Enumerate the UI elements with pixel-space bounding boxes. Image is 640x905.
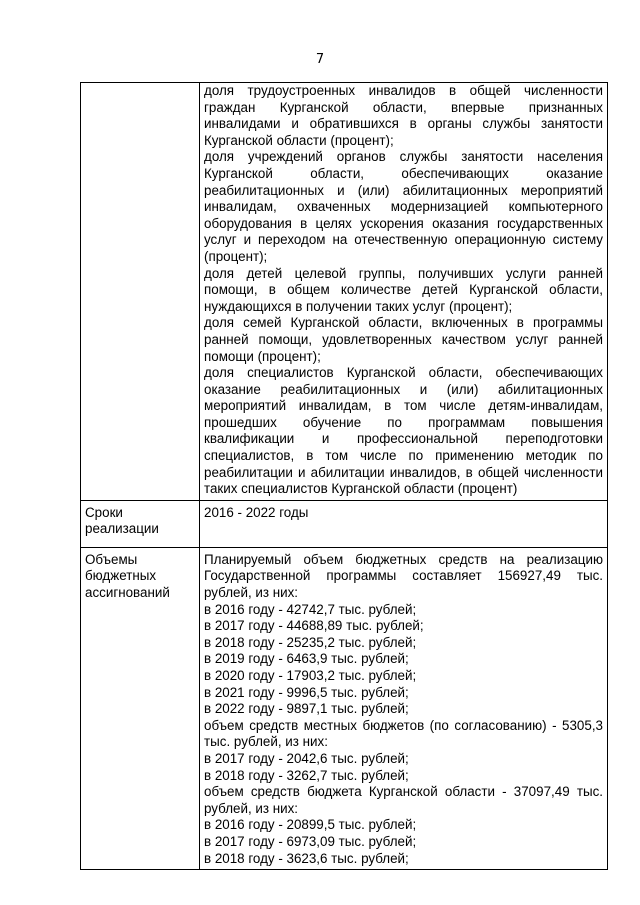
table-row-timeline xyxy=(81,500,608,547)
text-line: доля семей Курганской области, включенных в программы xyxy=(204,315,603,331)
text-line: в 2018 году - 25235,2 тыс. рублей; xyxy=(204,634,417,650)
text-line: реабилитации и абилитации инвалидов, в общей численности xyxy=(204,464,603,480)
text-line: объем средств бюджета Курганской области - 37097,49 тыс. xyxy=(204,784,603,800)
text-line: ранней помощи, удовлетворенных качеством услуг ранней xyxy=(204,331,603,347)
timeline-label-cell xyxy=(81,500,200,547)
table-row-indicators xyxy=(81,83,608,501)
row-label-line: Сроки xyxy=(85,504,123,520)
text-line: оказание реабилитационных и (или) абилитационных xyxy=(204,381,603,397)
text-line: в 2020 году - 17903,2 тыс. рублей; xyxy=(204,668,417,683)
text-line: специалистов, в том числе по применению методик по xyxy=(204,448,603,464)
text-line: реабилитационных и (или) абилитационных мероприятий xyxy=(204,182,603,198)
text-line: доля трудоустроенных инвалидов в общей численности xyxy=(204,83,603,98)
budget-label-cell xyxy=(81,547,200,869)
passport-table xyxy=(80,82,608,870)
text-line: Государственной программы составляет 156927,49 тыс. xyxy=(204,568,603,584)
text-line: в 2016 году - 20899,5 тыс. рублей; xyxy=(204,817,417,833)
text-line: таких специалистов Курганской области (процент) xyxy=(204,481,518,497)
text-line: Планируемый объем бюджетных средств на реализацию xyxy=(204,551,603,567)
text-line: услуг и переходом на отечественную операционную систему xyxy=(204,232,603,248)
text-line: помощи, в общем количестве детей Курганской области, xyxy=(204,282,603,298)
timeline-value-cell xyxy=(200,500,608,547)
text-line: мероприятий инвалидам, в том числе детям-инвалидам, xyxy=(204,398,603,414)
text-line: оборудования в целях ускорения оказания государственных xyxy=(204,215,603,231)
text-line: в 2021 году - 9996,5 тыс. рублей; xyxy=(204,684,409,700)
row-label-line: бюджетных xyxy=(85,568,157,584)
row-label-line: ассигнований xyxy=(85,585,170,601)
budget-value-cell xyxy=(200,547,608,869)
text-line: доля учреждений органов службы занятости населения xyxy=(204,149,603,165)
row-label-line: Объемы xyxy=(85,551,138,567)
text-line: помощи (процент); xyxy=(204,348,321,364)
text-line: (процент); xyxy=(204,248,268,264)
text-line: доля детей целевой группы, получивших услуги ранней xyxy=(204,265,603,281)
table-row-budget xyxy=(81,547,608,869)
text-line: в 2016 году - 42742,7 тыс. рублей; xyxy=(204,601,417,617)
text-line: граждан Курганской области, впервые признанных xyxy=(204,99,603,115)
row-label-line: реализации xyxy=(85,521,159,537)
text-line: доля специалистов Курганской области, обеспечивающих xyxy=(204,365,603,381)
text-line: инвалидами и обратившихся в органы службы занятости xyxy=(204,116,603,132)
page-number: 7 xyxy=(315,52,325,67)
text-line: Курганской области, обеспечивающих оказание xyxy=(204,165,603,181)
text-line: в 2022 году - 9897,1 тыс. рублей; xyxy=(204,701,409,717)
text-line: инвалидам, охваченных модернизацией компьютерного xyxy=(204,199,603,215)
text-line: прошедших обучение по программам повышения xyxy=(204,414,603,430)
text-line: в 2018 году - 3262,7 тыс. рублей; xyxy=(204,767,409,783)
text-line: 2016 - 2022 годы xyxy=(204,504,309,520)
text-line: рублей, из них: xyxy=(204,585,299,601)
indicators-cell xyxy=(200,83,608,501)
text-line: в 2019 году - 6463,9 тыс. рублей; xyxy=(204,651,409,667)
text-line: Курганской области (процент); xyxy=(204,132,394,148)
text-line: квалификации и профессиональной переподготовки xyxy=(204,431,603,447)
row-label-cell xyxy=(81,83,200,501)
text-line: в 2017 году - 2042,6 тыс. рублей; xyxy=(204,750,409,766)
text-line: в 2017 году - 44688,89 тыс. рублей; xyxy=(204,618,424,634)
text-line: тыс. рублей, из них: xyxy=(204,734,328,750)
text-line: рублей, из них: xyxy=(204,800,299,816)
text-line: объем средств местных бюджетов (по согласованию) - 5305,3 xyxy=(204,717,603,733)
text-line: нуждающихся в получении таких услуг (процент); xyxy=(204,298,513,314)
text-line: в 2018 году - 3623,6 тыс. рублей; xyxy=(204,850,409,866)
text-line: в 2017 году - 6973,09 тыс. рублей; xyxy=(204,833,417,849)
